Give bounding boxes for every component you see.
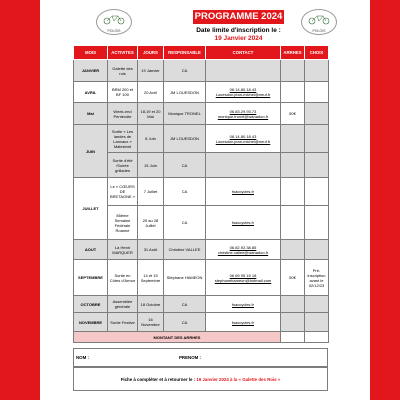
arrhes-cell <box>281 60 305 82</box>
contact-cell[interactable] <box>206 313 281 332</box>
activity-cell: Assemblée générale <box>108 296 138 313</box>
month-cell: JANVIER <box>74 60 108 82</box>
responsible-cell: JM LOUESDON <box>164 82 206 103</box>
arrhes-cell <box>281 206 305 240</box>
responsible-cell: CA <box>164 178 206 206</box>
days-cell: 14 et 15 Septembre <box>138 260 164 296</box>
activity-cell: Week-end Pentecôte <box>108 103 138 125</box>
responsible-cell: Monique TRONEL <box>164 103 206 125</box>
total-row <box>74 332 329 343</box>
choice-cell[interactable] <box>305 296 329 313</box>
days-cell: 16 Novembre <box>138 313 164 332</box>
contact-cell[interactable] <box>206 103 281 125</box>
table-row <box>74 82 329 103</box>
deadline-label: Date limite d'inscription le : <box>196 27 281 34</box>
choice-cell[interactable] <box>305 125 329 153</box>
arrhes-total-label: MONTANT DES ARRHES <box>74 332 281 343</box>
logo-subtitle: POLOIS <box>107 29 121 33</box>
days-cell: 7 Juillet <box>138 178 164 206</box>
return-date: 19 Janvier 2024 à la « Galette des Rois » <box>196 377 281 382</box>
choice-cell[interactable] <box>305 82 329 103</box>
month-cell: SEPTEMBRE <box>74 260 108 296</box>
contact-link[interactable]: fsaccycles.fr <box>231 301 254 307</box>
arrhes-total-cell[interactable] <box>281 332 305 343</box>
arrhes-cell: 50€ <box>281 260 305 296</box>
table-row <box>74 153 329 178</box>
header-contact: CONTACT <box>206 46 281 60</box>
activity-cell: Sortie d'été /Soirée grillades <box>108 153 138 178</box>
days-cell: 19 Janvier <box>138 60 164 82</box>
return-text: Fiche à compléter et à retourner le : <box>120 377 197 382</box>
month-cell: Mai <box>74 103 108 125</box>
arrhes-cell <box>281 153 305 178</box>
contact-cell[interactable] <box>206 125 281 153</box>
choice-cell[interactable] <box>305 240 329 260</box>
contact-link[interactable]: fsaccycles.fr <box>231 220 254 225</box>
registration-deadline <box>160 27 317 43</box>
choice-cell[interactable] <box>305 178 329 206</box>
responsible-cell: Stéphane HAMEON <box>164 260 206 296</box>
choice-cell[interactable] <box>305 206 329 240</box>
contact-link[interactable]: fsaccycles.fr <box>231 319 254 325</box>
contact-cell[interactable] <box>206 240 281 260</box>
header-mois: MOIS <box>74 46 108 60</box>
table-row <box>74 60 329 82</box>
contact-email[interactable]: monique.tronel@wanadoo.fr <box>217 113 269 119</box>
month-cell: NOVEMBRE <box>74 313 108 332</box>
responsible-cell: CA <box>164 296 206 313</box>
club-logo-left <box>96 9 132 35</box>
arrhes-cell <box>281 82 305 103</box>
table-row <box>74 206 329 240</box>
arrhes-cell <box>281 296 305 313</box>
contact-cell[interactable] <box>206 296 281 313</box>
contact-email[interactable]: stephanehameon@hotmail.com <box>214 277 272 283</box>
activity-cell: Le « CŒURS DE BRETAGNE » <box>108 178 138 206</box>
contact-phone: 06.82.92.38.85 <box>229 244 257 250</box>
days-cell: 8 Juin <box>138 125 164 153</box>
contact-cell <box>206 153 281 178</box>
responsible-cell: JM LOUESDON <box>164 125 206 153</box>
contact-cell[interactable] <box>206 178 281 206</box>
contact-phone: 06.83.29.93.73 <box>229 108 257 114</box>
contact-email[interactable]: Louesdon.jean-michel@neuf.fr <box>215 92 271 97</box>
arrhes-cell <box>281 313 305 332</box>
header-choix: CHOIX <box>305 46 329 60</box>
contact-phone: 06.14.80.18.43 <box>229 87 257 92</box>
program-table <box>73 45 329 343</box>
activity-cell: 85ème Semaine Fédérale Roanne <box>108 206 138 240</box>
contact-cell <box>206 60 281 82</box>
header-jours: JOURS <box>138 46 164 60</box>
days-cell: 20 Avril <box>138 82 164 103</box>
activity-cell: Sortie « Les landes de Lanvaux » Malestroit <box>108 125 138 153</box>
table-row <box>74 103 329 125</box>
responsible-cell: CA <box>164 313 206 332</box>
days-cell: 15 Juin <box>138 153 164 178</box>
contact-link[interactable]: fsaccycles.fr <box>231 189 254 194</box>
header-arrhes: ARRHES <box>281 46 305 60</box>
month-cell: AOUT <box>74 240 108 260</box>
month-cell: JUILLET <box>74 178 108 240</box>
table-header <box>74 46 329 60</box>
table-row <box>74 313 329 332</box>
month-cell: JUIN <box>74 125 108 178</box>
preregistration-note: Pré-inscription avant le 02/12/23 <box>305 260 329 296</box>
activity-cell: BRM 200 et BF 100 <box>108 82 138 103</box>
days-cell: 18,19 et 20 Mai <box>138 103 164 125</box>
days-cell: 20 au 28 Juillet <box>138 206 164 240</box>
days-cell: 18 Octobre <box>138 296 164 313</box>
activity-cell: La Henri MARQUER <box>108 240 138 260</box>
header-responsable: RESPONSABLE <box>164 46 206 60</box>
contact-phone: 06.14.80.18.43 <box>229 133 257 139</box>
table-row <box>74 125 329 153</box>
month-cell: OCTOBRE <box>74 296 108 313</box>
contact-cell[interactable] <box>206 206 281 240</box>
contact-email[interactable]: Louesdon.jean-michel@neuf.fr <box>215 138 271 144</box>
arrhes-cell: 50€ <box>281 103 305 125</box>
page-title: PROGRAMME 2024 <box>194 11 283 22</box>
nom-label: NOM : <box>76 355 89 360</box>
days-cell: 31 Août <box>138 240 164 260</box>
activity-cell: Sortie Festive <box>108 313 138 332</box>
choice-total-cell <box>305 332 329 343</box>
table-row <box>74 260 329 296</box>
header-activites: ACTIVITES <box>108 46 138 60</box>
table-row <box>74 296 329 313</box>
responsible-cell: CA <box>164 60 206 82</box>
contact-cell[interactable] <box>206 260 281 296</box>
choice-cell[interactable] <box>305 313 329 332</box>
contact-phone: 06 69 95 15 18 <box>229 272 257 278</box>
identity-row <box>73 348 328 367</box>
choice-cell[interactable] <box>305 103 329 125</box>
responsible-cell: CA <box>164 206 206 240</box>
arrhes-cell <box>281 178 305 206</box>
prenom-label: PRENOM : <box>179 355 201 360</box>
responsible-cell: Christine VALLEE <box>164 240 206 260</box>
month-cell: AVRIL <box>74 82 108 103</box>
contact-email[interactable]: christine.vallee@wanadoo.fr <box>217 249 269 255</box>
arrhes-cell <box>281 125 305 153</box>
choice-cell[interactable] <box>305 153 329 178</box>
responsible-cell: CA <box>164 153 206 178</box>
choice-cell[interactable] <box>305 60 329 82</box>
activity-cell: Galette des rois <box>108 60 138 82</box>
contact-cell[interactable] <box>206 82 281 103</box>
return-instructions <box>73 367 328 391</box>
deadline-date: 19 Janvier 2024 <box>214 35 263 42</box>
table-row <box>74 178 329 206</box>
table-row <box>74 240 329 260</box>
arrhes-cell <box>281 240 305 260</box>
logo-subtitle: POLOIS <box>312 29 326 33</box>
activity-cell: Sortie en Côtes d'Armor <box>108 260 138 296</box>
